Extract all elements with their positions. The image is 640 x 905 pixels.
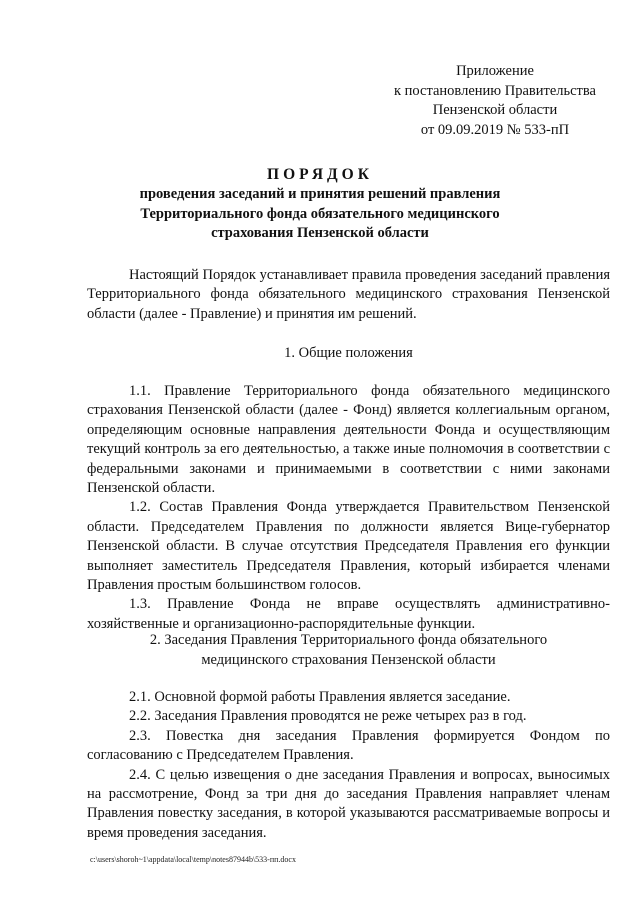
section-heading-line: медицинского страхования Пензенской области: [201, 651, 496, 668]
section-heading-line: 2. Заседания Правления Территориального фонда обязательного: [149, 632, 548, 648]
document-title: [90, 165, 550, 244]
section-2-paragraph-2-1: 2.1. Основной формой работы Правления является заседание.: [129, 689, 511, 705]
appendix-line: Приложение: [456, 63, 534, 79]
appendix-line: Пензенской области: [432, 102, 558, 118]
section-2-heading: [87, 631, 610, 670]
section-heading-line: 1. Общие положения: [284, 345, 413, 361]
section-2-paragraph-2-3: 2.3. Повестка дня заседания Правления формируется Фондом по согласованию с Председателем Правления.: [87, 727, 610, 764]
appendix-line: от 09.09.2019 № 533-пП: [420, 121, 570, 138]
section-1-paragraph-1-3: 1.3. Правление Фонда не вправе осуществлять административно-хозяйственные и организационно-распорядительные функции.: [87, 596, 610, 632]
appendix-block: [370, 62, 620, 140]
section-1-paragraph-1-1: 1.1. Правление Территориального фонда обязательного медицинского страхования Пензенской области (далее - Фонд) является коллегиальным органом, определяющим основные направления деятельности Фонда и осуществляющим текущий контроль за его деятельностью, а также иные полномочия в соответствии с федеральными законами и принимаемыми в соответствии с ними законами Пензенской области.: [87, 383, 610, 497]
section-1-paragraph-1-2: 1.2. Состав Правления Фонда утверждается Правительством Пензенской области. Председателем Правления по должности является Вице-губернатор Пензенской области. В случае отсутствия Председателя Правления его функции выполняет заместитель Председателя Правления, который избирается членами Правления простым большинством голосов.: [87, 499, 610, 594]
title-subtitle-line: проведения заседаний и принятия решений правления: [139, 186, 501, 202]
footer-file-path: c:\users\shoroh~1\appdata\local\temp\notes87944b\533-пп.docx: [90, 855, 296, 864]
appendix-line: к постановлению Правительства: [394, 82, 596, 99]
section-2-paragraph-2-2: 2.2. Заседания Правления проводятся не реже четырех раз в год.: [129, 708, 527, 725]
title-subtitle-line: страхования Пензенской области: [211, 225, 429, 241]
intro-block: [87, 266, 610, 324]
intro-paragraph: Настоящий Порядок устанавливает правила проведения заседаний правления Территориального фонда обязательного медицинского страхования Пензенской области (далее - Правление) и принятия им решений.: [87, 267, 610, 322]
section-2-paragraph-2-4: 2.4. С целью извещения о дне заседания Правления и вопросах, выносимых на рассмотрение, Фонд за три дня до заседания Правления направляет членам Правления повестку заседания, в которой указываются рассматриваемые вопросы и время проведения заседания.: [87, 766, 610, 841]
title-main: ПОРЯДОК: [267, 166, 373, 183]
section-1-heading: [87, 344, 610, 364]
title-subtitle-line: Территориального фонда обязательного медицинского: [140, 205, 500, 222]
section-1-body: [87, 382, 610, 634]
section-2-body: [87, 688, 610, 843]
